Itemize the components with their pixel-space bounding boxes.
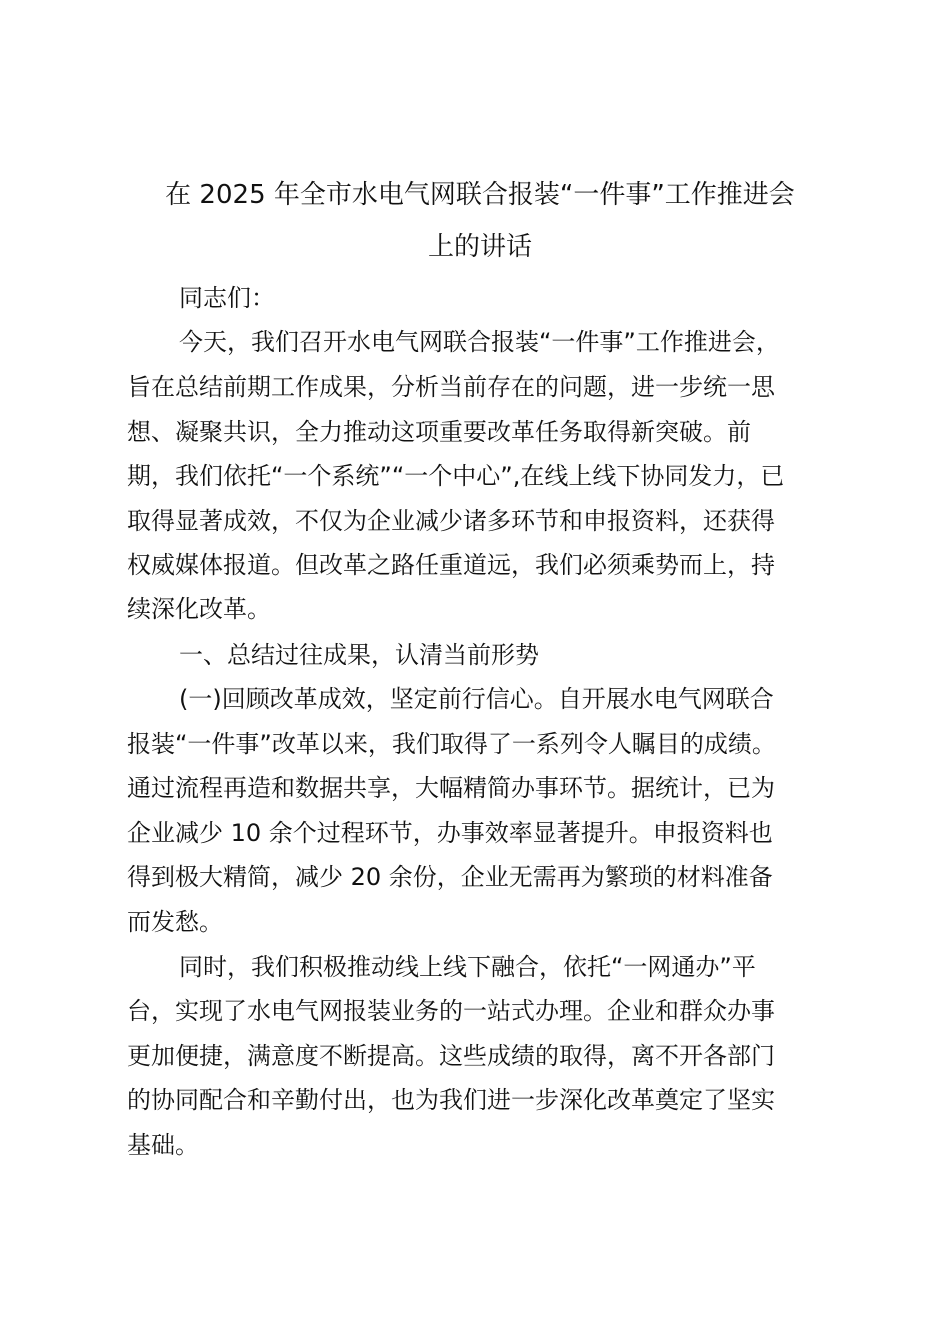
paragraph-1-line-5: 取得显著成效，不仅为企业减少诸多环节和申报资料，还获得 <box>127 507 775 535</box>
paragraph-1-line-4: 期，我们依托“一个系统”“一个中心”,在线上线下协同发力，已 <box>127 462 785 490</box>
paragraph-2-line-2: 报装“一件事”改革以来，我们取得了一系列令人瞩目的成绩。 <box>127 730 776 758</box>
document-title-line-1: 在 2025 年全市水电气网联合报装“一件事”工作推进会 <box>165 180 795 210</box>
salutation: 同志们： <box>179 284 275 312</box>
paragraph-1-line-7: 续深化改革。 <box>127 595 271 623</box>
paragraph-2-line-1: (一)回顾改革成效，坚定前行信心。自开展水电气网联合 <box>179 685 774 713</box>
paragraph-3-line-2: 台，实现了水电气网报装业务的一站式办理。企业和群众办事 <box>127 997 775 1025</box>
paragraph-3-line-4: 的协同配合和辛勤付出，也为我们进一步深化改革奠定了坚实 <box>127 1086 775 1114</box>
paragraph-3-line-1: 同时，我们积极推动线上线下融合，依托“一网通办”平 <box>179 953 756 981</box>
paragraph-1-line-1: 今天，我们召开水电气网联合报装“一件事”工作推进会， <box>179 328 780 356</box>
paragraph-3-line-3: 更加便捷，满意度不断提高。这些成绩的取得，离不开各部门 <box>127 1042 775 1070</box>
paragraph-1-line-2: 旨在总结前期工作成果，分析当前存在的问题，进一步统一思 <box>127 373 775 401</box>
paragraph-1-line-3: 想、凝聚共识，全力推动这项重要改革任务取得新突破。前 <box>127 418 751 446</box>
section-heading-1: 一、总结过往成果，认清当前形势 <box>179 641 539 669</box>
paragraph-2-line-6: 而发愁。 <box>127 908 223 936</box>
document-title-line-2: 上的讲话 <box>427 232 532 262</box>
paragraph-2-line-3: 通过流程再造和数据共享，大幅精简办事环节。据统计，已为 <box>127 774 775 802</box>
paragraph-2-line-5: 得到极大精简，减少 20 余份，企业无需再为繁琐的材料准备 <box>127 863 773 891</box>
paragraph-3-line-5: 基础。 <box>127 1131 199 1159</box>
paragraph-1-line-6: 权威媒体报道。但改革之路任重道远，我们必须乘势而上，持 <box>127 551 775 579</box>
paragraph-2-line-4: 企业减少 10 余个过程环节，办事效率显著提升。申报资料也 <box>127 819 773 847</box>
